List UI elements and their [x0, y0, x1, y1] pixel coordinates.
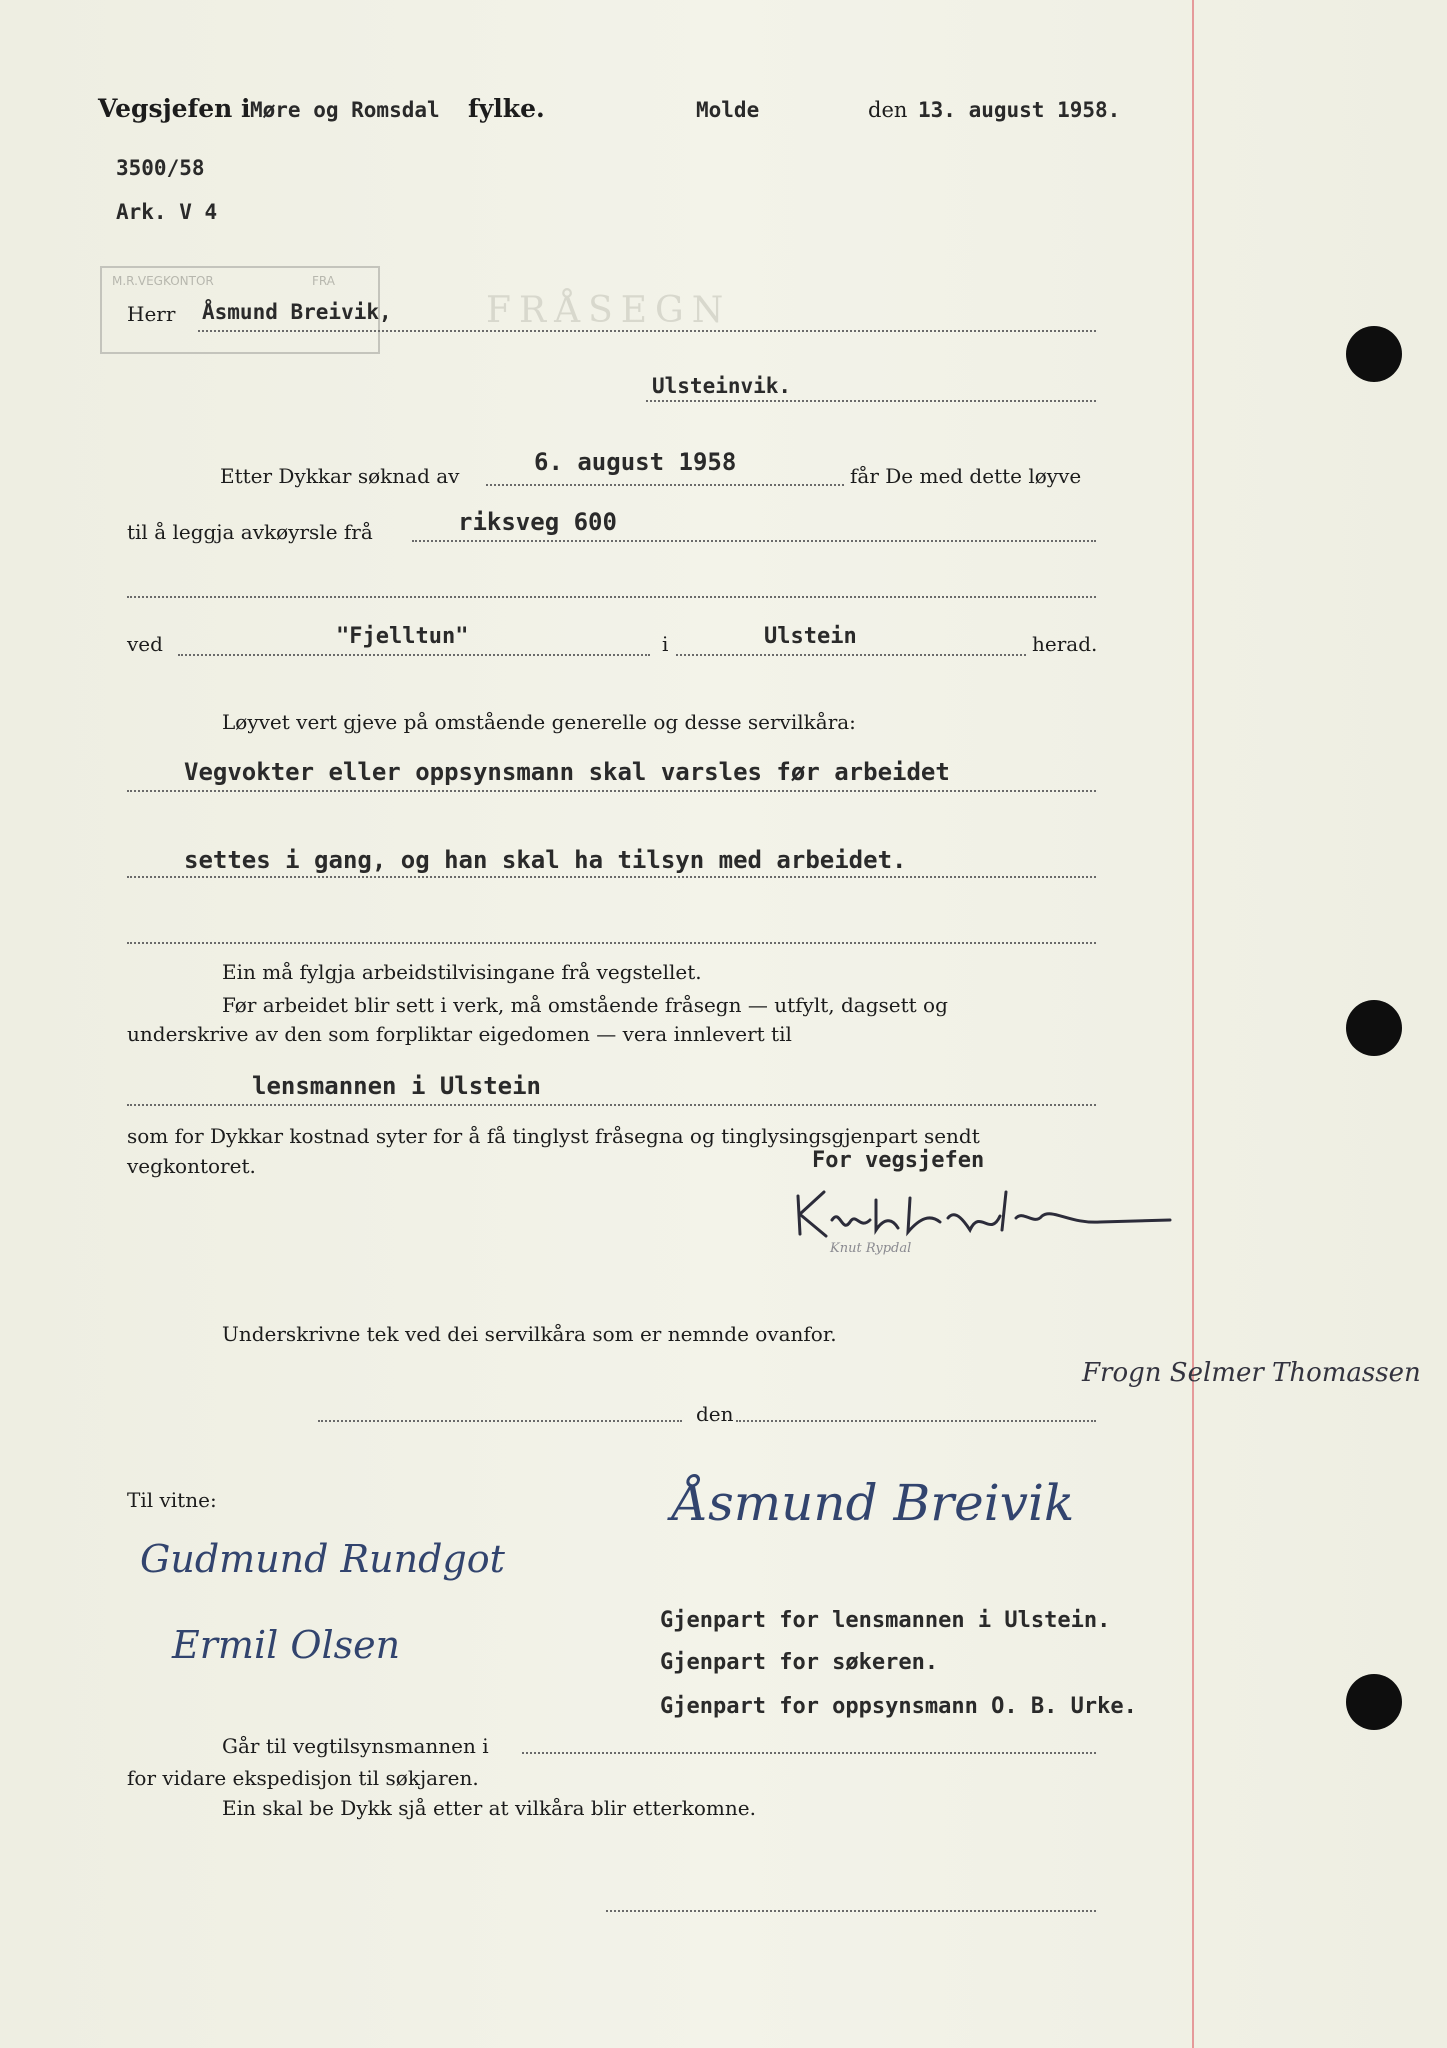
- road-line: [412, 540, 1096, 542]
- acceptance-label-den: den: [696, 1402, 734, 1426]
- recipient-line: [127, 1104, 1096, 1106]
- condition-line-1-rule: [127, 790, 1096, 792]
- header-label-vegsjefen: Vegsjefen i: [98, 94, 251, 123]
- application-prefix: Etter Dykkar søknad av: [220, 464, 460, 488]
- addressee-place: Ulsteinvik.: [652, 374, 792, 398]
- property-name: "Fjelltun": [336, 624, 469, 649]
- acceptance-statement: Underskrivne tek ved dei servilkåra som er nemnde ovanfor.: [222, 1322, 837, 1346]
- addressee-line-2: [646, 400, 1096, 402]
- condition-line-1: Vegvokter eller oppsynsmann skal varsles før arbeidet: [184, 758, 950, 786]
- punch-hole-bottom: [1346, 1674, 1402, 1730]
- footer-signature-line: [606, 1910, 1096, 1912]
- application-date-line: [486, 484, 844, 486]
- archive-reference: Ark. V 4: [116, 200, 218, 224]
- acceptance-date-line: [736, 1420, 1096, 1422]
- margin-signature: Frogn Selmer Thomassen: [1082, 1358, 1421, 1388]
- header-place: Molde: [696, 98, 760, 122]
- instruction-1: Ein må fylgja arbeidstilvisingane frå vegstellet.: [222, 960, 702, 984]
- header-county: Møre og Romsdal: [250, 98, 440, 122]
- application-suffix: får De med dette løyve: [850, 464, 1082, 488]
- cost-line-2: vegkontoret.: [127, 1154, 256, 1178]
- witness-2-signature: Ermil Olsen: [172, 1623, 401, 1667]
- margin-line: [1192, 0, 1194, 2048]
- municipality: Ulstein: [764, 624, 857, 649]
- blank-line-1: [127, 596, 1096, 598]
- copy-line-1: Gjenpart for lensmannen i Ulstein.: [660, 1608, 1111, 1633]
- application-date: 6. august 1958: [534, 448, 737, 476]
- label-ved: ved: [127, 632, 163, 656]
- journal-number: 3500/58: [116, 156, 205, 180]
- instruction-2b: underskrive av den som forpliktar eigedomen — vera innlevert til: [127, 1022, 792, 1046]
- background-heading: FRÅSEGN: [486, 290, 732, 331]
- addressee-label-herr: Herr: [127, 302, 176, 326]
- conditions-intro: Løyvet vert gjeve på omstående generelle og desse servilkåra:: [222, 710, 856, 734]
- witness-label: Til vitne:: [127, 1488, 217, 1512]
- label-herad: herad.: [1032, 632, 1098, 656]
- official-signature: Knut Rypdal: [830, 1241, 912, 1256]
- header-date: 13. august 1958.: [918, 98, 1121, 122]
- road-number: riksveg 600: [458, 508, 617, 536]
- stamp-text-right: FRA: [312, 274, 335, 288]
- footer-line-2: for vidare ekspedisjon til søkjaren.: [127, 1766, 479, 1790]
- addressee-name: Åsmund Breivik,: [202, 300, 392, 324]
- stamp-text-left: M.R.VEGKONTOR: [112, 274, 214, 288]
- header-label-fylke: fylke.: [468, 94, 545, 123]
- witness-1-signature: Gudmund Rundgot: [140, 1537, 505, 1581]
- property-line: [178, 654, 650, 656]
- label-i: i: [662, 632, 669, 656]
- header-label-den: den: [868, 98, 908, 122]
- footer-line-1-rule: [522, 1752, 1096, 1754]
- punch-hole-middle: [1346, 1000, 1402, 1056]
- copy-line-3: Gjenpart for oppsynsmann O. B. Urke.: [660, 1694, 1137, 1719]
- footer-line-1: Går til vegtilsynsmannen i: [222, 1734, 489, 1758]
- recipient: lensmannen i Ulstein: [252, 1072, 541, 1100]
- punch-hole-top: [1346, 326, 1402, 382]
- footer-line-3: Ein skal be Dykk sjå etter at vilkåra blir etterkomne.: [222, 1796, 756, 1820]
- blank-line-2: [127, 942, 1096, 944]
- municipality-line: [676, 654, 1026, 656]
- copy-line-2: Gjenpart for søkeren.: [660, 1650, 939, 1675]
- cost-line-1: som for Dykkar kostnad syter for å få tinglyst fråsegna og tinglysingsgjenpart sendt: [127, 1124, 980, 1148]
- addressee-line-1: [198, 330, 1096, 332]
- applicant-signature: Åsmund Breivik: [672, 1474, 1075, 1532]
- acceptance-place-line: [318, 1420, 682, 1422]
- condition-line-2-rule: [127, 876, 1096, 878]
- road-prefix: til å leggja avkøyrsle frå: [127, 520, 373, 544]
- official-signature-drawing: [780, 1178, 1200, 1248]
- for-chief: For vegsjefen: [812, 1148, 985, 1173]
- instruction-2a: Før arbeidet blir sett i verk, må omstående fråsegn — utfylt, dagsett og: [222, 993, 948, 1017]
- condition-line-2: settes i gang, og han skal ha tilsyn med arbeidet.: [184, 846, 907, 874]
